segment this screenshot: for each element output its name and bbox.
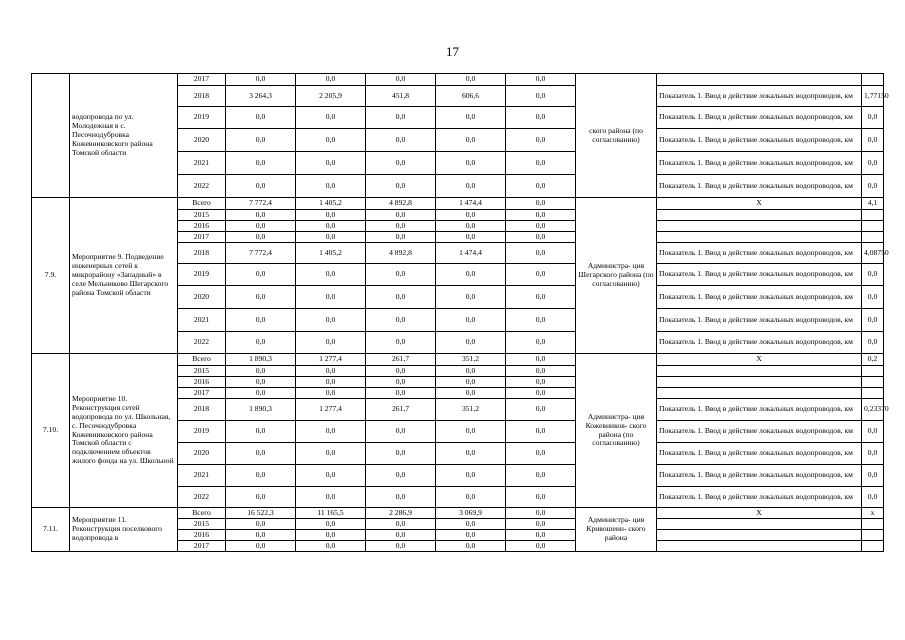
local-budget: 0,0 — [436, 210, 506, 221]
federal-budget: 0,0 — [296, 332, 366, 354]
program-activities-table — [31, 73, 889, 552]
local-budget: 1 474,4 — [436, 243, 506, 264]
indicator-name — [657, 541, 862, 552]
indicator-value: x — [862, 508, 884, 519]
extrabudgetary: 0,0 — [506, 198, 576, 210]
regional-budget: 0,0 — [366, 541, 436, 552]
federal-budget: 0,0 — [296, 175, 366, 198]
regional-budget: 0,0 — [366, 309, 436, 332]
indicator-value: 0,0 — [862, 421, 884, 443]
federal-budget: 0,0 — [296, 286, 366, 309]
indicator-name: Показатель 1. Ввод в действие локальных водопроводов, км — [657, 443, 862, 465]
federal-budget: 0,0 — [296, 107, 366, 129]
total-amount: 0,0 — [226, 129, 296, 152]
year-cell: 2021 — [178, 309, 226, 332]
total-amount: 0,0 — [226, 465, 296, 487]
local-budget: 0,0 — [436, 541, 506, 552]
year-cell: 2018 — [178, 86, 226, 107]
total-amount: 7 772,4 — [226, 198, 296, 210]
indicator-value: 4,08750 — [862, 243, 884, 264]
indicator-name: Показатель 1. Ввод в действие локальных водопроводов, км — [657, 487, 862, 508]
executor: ского района (по согласованию) — [576, 74, 657, 198]
regional-budget: 0,0 — [366, 221, 436, 232]
regional-budget: 2 286,9 — [366, 508, 436, 519]
indicator-name: Показатель 1. Ввод в действие локальных водопроводов, км — [657, 465, 862, 487]
indicator-value: 0,0 — [862, 175, 884, 198]
indicator-value: 0,23370 — [862, 399, 884, 421]
year-cell: 2015 — [178, 366, 226, 377]
extrabudgetary: 0,0 — [506, 487, 576, 508]
total-amount: 0,0 — [226, 443, 296, 465]
indicator-value: 1,77150 — [862, 86, 884, 107]
local-budget: 351,2 — [436, 354, 506, 366]
local-budget: 351,2 — [436, 399, 506, 421]
year-cell: 2020 — [178, 286, 226, 309]
regional-budget: 0,0 — [366, 232, 436, 243]
extrabudgetary: 0,0 — [506, 74, 576, 86]
indicator-name: Показатель 1. Ввод в действие локальных водопроводов, км — [657, 129, 862, 152]
year-cell: 2022 — [178, 175, 226, 198]
regional-budget: 4 892,8 — [366, 198, 436, 210]
regional-budget: 0,0 — [366, 377, 436, 388]
activity-number: 7.10. — [32, 354, 70, 508]
local-budget: 0,0 — [436, 286, 506, 309]
indicator-value — [862, 377, 884, 388]
year-cell: 2019 — [178, 421, 226, 443]
activity-number: 7.9. — [32, 198, 70, 354]
total-amount: 7 772,4 — [226, 243, 296, 264]
total-amount: 0,0 — [226, 264, 296, 286]
regional-budget: 0,0 — [366, 152, 436, 175]
activity-name: водопровода по ул. Молодежная в с. Песочнодубровка Кожевниковского района Томской области — [70, 74, 178, 198]
total-amount: 0,0 — [226, 286, 296, 309]
indicator-name — [657, 530, 862, 541]
local-budget: 606,6 — [436, 86, 506, 107]
indicator-value — [862, 210, 884, 221]
total-amount: 0,0 — [226, 541, 296, 552]
indicator-name — [657, 377, 862, 388]
year-cell: Всего — [178, 508, 226, 519]
extrabudgetary: 0,0 — [506, 443, 576, 465]
indicator-name: Показатель 1. Ввод в действие локальных водопроводов, км — [657, 286, 862, 309]
extrabudgetary: 0,0 — [506, 465, 576, 487]
indicator-value — [862, 221, 884, 232]
total-amount: 3 264,3 — [226, 86, 296, 107]
federal-budget: 0,0 — [296, 232, 366, 243]
year-cell: 2016 — [178, 221, 226, 232]
local-budget: 0,0 — [436, 465, 506, 487]
extrabudgetary: 0,0 — [506, 264, 576, 286]
table-row — [32, 198, 884, 210]
local-budget: 0,0 — [436, 309, 506, 332]
total-amount: 0,0 — [226, 519, 296, 530]
local-budget: 0,0 — [436, 366, 506, 377]
federal-budget: 1 277,4 — [296, 399, 366, 421]
extrabudgetary: 0,0 — [506, 152, 576, 175]
indicator-name — [657, 232, 862, 243]
indicator-value: 0,0 — [862, 465, 884, 487]
extrabudgetary: 0,0 — [506, 332, 576, 354]
indicator-value: 0,0 — [862, 332, 884, 354]
federal-budget: 2 205,9 — [296, 86, 366, 107]
total-amount: 0,0 — [226, 74, 296, 86]
extrabudgetary: 0,0 — [506, 354, 576, 366]
regional-budget: 0,0 — [366, 264, 436, 286]
local-budget: 0,0 — [436, 377, 506, 388]
local-budget: 0,0 — [436, 421, 506, 443]
indicator-value: 0,0 — [862, 487, 884, 508]
year-cell: 2021 — [178, 465, 226, 487]
year-cell: 2016 — [178, 377, 226, 388]
indicator-name: Показатель 1. Ввод в действие локальных водопроводов, км — [657, 175, 862, 198]
federal-budget: 0,0 — [296, 465, 366, 487]
total-amount: 0,0 — [226, 152, 296, 175]
year-cell: 2015 — [178, 210, 226, 221]
regional-budget: 0,0 — [366, 74, 436, 86]
indicator-value: 0,2 — [862, 354, 884, 366]
extrabudgetary: 0,0 — [506, 377, 576, 388]
total-amount: 0,0 — [226, 232, 296, 243]
indicator-value — [862, 519, 884, 530]
year-cell: 2017 — [178, 388, 226, 399]
year-cell: 2017 — [178, 232, 226, 243]
regional-budget: 0,0 — [366, 388, 436, 399]
total-amount: 0,0 — [226, 530, 296, 541]
total-amount: 0,0 — [226, 309, 296, 332]
federal-budget: 0,0 — [296, 366, 366, 377]
extrabudgetary: 0,0 — [506, 519, 576, 530]
regional-budget: 0,0 — [366, 175, 436, 198]
year-cell: 2015 — [178, 519, 226, 530]
local-budget: 0,0 — [436, 152, 506, 175]
year-cell: 2020 — [178, 443, 226, 465]
federal-budget: 0,0 — [296, 221, 366, 232]
federal-budget: 0,0 — [296, 152, 366, 175]
year-cell: 2022 — [178, 332, 226, 354]
page-number: 17 — [446, 44, 459, 59]
indicator-name — [657, 519, 862, 530]
year-cell: 2022 — [178, 487, 226, 508]
indicator-value: 0,0 — [862, 286, 884, 309]
total-amount: 0,0 — [226, 366, 296, 377]
indicator-value — [862, 232, 884, 243]
federal-budget: 0,0 — [296, 264, 366, 286]
indicator-value: 0,0 — [862, 129, 884, 152]
indicator-name: Показатель 1. Ввод в действие локальных водопроводов, км — [657, 264, 862, 286]
federal-budget: 0,0 — [296, 487, 366, 508]
indicator-value — [862, 74, 884, 86]
activity-number: 7.11. — [32, 508, 70, 552]
extrabudgetary: 0,0 — [506, 309, 576, 332]
indicator-name: Показатель 1. Ввод в действие локальных водопроводов, км — [657, 86, 862, 107]
total-amount: 0,0 — [226, 377, 296, 388]
indicator-name: Показатель 1. Ввод в действие локальных водопроводов, км — [657, 309, 862, 332]
indicator-name — [657, 366, 862, 377]
year-cell: 2019 — [178, 264, 226, 286]
regional-budget: 0,0 — [366, 210, 436, 221]
indicator-name — [657, 388, 862, 399]
extrabudgetary: 0,0 — [506, 210, 576, 221]
total-amount: 0,0 — [226, 388, 296, 399]
extrabudgetary: 0,0 — [506, 86, 576, 107]
year-cell: 2016 — [178, 530, 226, 541]
executor: Администра- ция Кожевников- ского района (по согласованию) — [576, 354, 657, 508]
regional-budget: 0,0 — [366, 107, 436, 129]
year-cell: 2017 — [178, 74, 226, 86]
indicator-name: Показатель 1. Ввод в действие локальных водопроводов, км — [657, 399, 862, 421]
local-budget: 1 474,4 — [436, 198, 506, 210]
federal-budget: 0,0 — [296, 377, 366, 388]
executor: Администра- ция Шегарского района (по согласованию) — [576, 198, 657, 354]
federal-budget: 0,0 — [296, 74, 366, 86]
federal-budget: 0,0 — [296, 519, 366, 530]
total-amount: 0,0 — [226, 210, 296, 221]
extrabudgetary: 0,0 — [506, 221, 576, 232]
federal-budget: 0,0 — [296, 421, 366, 443]
federal-budget: 0,0 — [296, 309, 366, 332]
indicator-value: 4,1 — [862, 198, 884, 210]
indicator-value: 0,0 — [862, 309, 884, 332]
local-budget: 0,0 — [436, 519, 506, 530]
table-row — [32, 508, 884, 519]
regional-budget: 0,0 — [366, 332, 436, 354]
indicator-name: Показатель 1. Ввод в действие локальных водопроводов, км — [657, 243, 862, 264]
indicator-value — [862, 366, 884, 377]
indicator-name — [657, 210, 862, 221]
indicator-value — [862, 541, 884, 552]
local-budget: 0,0 — [436, 107, 506, 129]
local-budget: 0,0 — [436, 388, 506, 399]
federal-budget: 1 405,2 — [296, 243, 366, 264]
year-cell: 2021 — [178, 152, 226, 175]
regional-budget: 0,0 — [366, 129, 436, 152]
indicator-name: Показатель 1. Ввод в действие локальных водопроводов, км — [657, 421, 862, 443]
year-cell: 2018 — [178, 243, 226, 264]
indicator-value: 0,0 — [862, 152, 884, 175]
extrabudgetary: 0,0 — [506, 399, 576, 421]
year-cell: 2020 — [178, 129, 226, 152]
indicator-name: X — [657, 508, 862, 519]
local-budget: 0,0 — [436, 530, 506, 541]
extrabudgetary: 0,0 — [506, 541, 576, 552]
extrabudgetary: 0,0 — [506, 530, 576, 541]
federal-budget: 1 405,2 — [296, 198, 366, 210]
extrabudgetary: 0,0 — [506, 508, 576, 519]
indicator-value: 0,0 — [862, 443, 884, 465]
regional-budget: 4 892,8 — [366, 243, 436, 264]
activity-number — [32, 74, 70, 198]
indicator-value — [862, 530, 884, 541]
indicator-value — [862, 388, 884, 399]
federal-budget: 11 165,5 — [296, 508, 366, 519]
federal-budget: 0,0 — [296, 210, 366, 221]
extrabudgetary: 0,0 — [506, 421, 576, 443]
local-budget: 0,0 — [436, 232, 506, 243]
regional-budget: 0,0 — [366, 421, 436, 443]
indicator-value: 0,0 — [862, 264, 884, 286]
regional-budget: 0,0 — [366, 530, 436, 541]
extrabudgetary: 0,0 — [506, 286, 576, 309]
local-budget: 0,0 — [436, 443, 506, 465]
activity-name: Мероприятие 11. Реконструкция поселкового водопровода в — [70, 508, 178, 552]
federal-budget: 0,0 — [296, 129, 366, 152]
year-cell: 2019 — [178, 107, 226, 129]
local-budget: 0,0 — [436, 487, 506, 508]
federal-budget: 0,0 — [296, 388, 366, 399]
table-row — [32, 74, 884, 86]
year-cell: 2018 — [178, 399, 226, 421]
local-budget: 0,0 — [436, 129, 506, 152]
regional-budget: 0,0 — [366, 487, 436, 508]
regional-budget: 261,7 — [366, 354, 436, 366]
indicator-name — [657, 74, 862, 86]
year-cell: Всего — [178, 198, 226, 210]
regional-budget: 0,0 — [366, 286, 436, 309]
activity-name: Мероприятие 10. Реконструкция сетей водопровода по ул. Школьная, с. Песочнодубровка Кожевниковского района Томской области с подключением объектов жилого фонда на ул. Школьной — [70, 354, 178, 508]
indicator-name: Показатель 1. Ввод в действие локальных водопроводов, км — [657, 107, 862, 129]
extrabudgetary: 0,0 — [506, 243, 576, 264]
extrabudgetary: 0,0 — [506, 107, 576, 129]
local-budget: 0,0 — [436, 74, 506, 86]
total-amount: 16 522,3 — [226, 508, 296, 519]
federal-budget: 0,0 — [296, 443, 366, 465]
regional-budget: 0,0 — [366, 443, 436, 465]
indicator-name: Показатель 1. Ввод в действие локальных водопроводов, км — [657, 152, 862, 175]
activity-name: Мероприятие 9. Подведение инженерных сетей к микрорайону «Западный» в селе Мельниково Шегарского района Томской области — [70, 198, 178, 354]
federal-budget: 0,0 — [296, 541, 366, 552]
extrabudgetary: 0,0 — [506, 129, 576, 152]
extrabudgetary: 0,0 — [506, 388, 576, 399]
total-amount: 0,0 — [226, 175, 296, 198]
regional-budget: 0,0 — [366, 465, 436, 487]
local-budget: 0,0 — [436, 264, 506, 286]
extrabudgetary: 0,0 — [506, 366, 576, 377]
total-amount: 0,0 — [226, 221, 296, 232]
federal-budget: 1 277,4 — [296, 354, 366, 366]
regional-budget: 261,7 — [366, 399, 436, 421]
table-row — [32, 354, 884, 366]
regional-budget: 0,0 — [366, 519, 436, 530]
indicator-name: X — [657, 354, 862, 366]
total-amount: 0,0 — [226, 421, 296, 443]
regional-budget: 451,8 — [366, 86, 436, 107]
year-cell: 2017 — [178, 541, 226, 552]
local-budget: 0,0 — [436, 175, 506, 198]
total-amount: 0,0 — [226, 487, 296, 508]
indicator-name: Показатель 1. Ввод в действие локальных водопроводов, км — [657, 332, 862, 354]
local-budget: 0,0 — [436, 221, 506, 232]
local-budget: 3 069,9 — [436, 508, 506, 519]
federal-budget: 0,0 — [296, 530, 366, 541]
year-cell: Всего — [178, 354, 226, 366]
extrabudgetary: 0,0 — [506, 175, 576, 198]
local-budget: 0,0 — [436, 332, 506, 354]
total-amount: 0,0 — [226, 107, 296, 129]
extrabudgetary: 0,0 — [506, 232, 576, 243]
executor: Администра- ция Кривошеин- ского района — [576, 508, 657, 552]
indicator-name: X — [657, 198, 862, 210]
regional-budget: 0,0 — [366, 366, 436, 377]
total-amount: 0,0 — [226, 332, 296, 354]
indicator-name — [657, 221, 862, 232]
total-amount: 1 890,3 — [226, 399, 296, 421]
indicator-value: 0,0 — [862, 107, 884, 129]
total-amount: 1 890,3 — [226, 354, 296, 366]
